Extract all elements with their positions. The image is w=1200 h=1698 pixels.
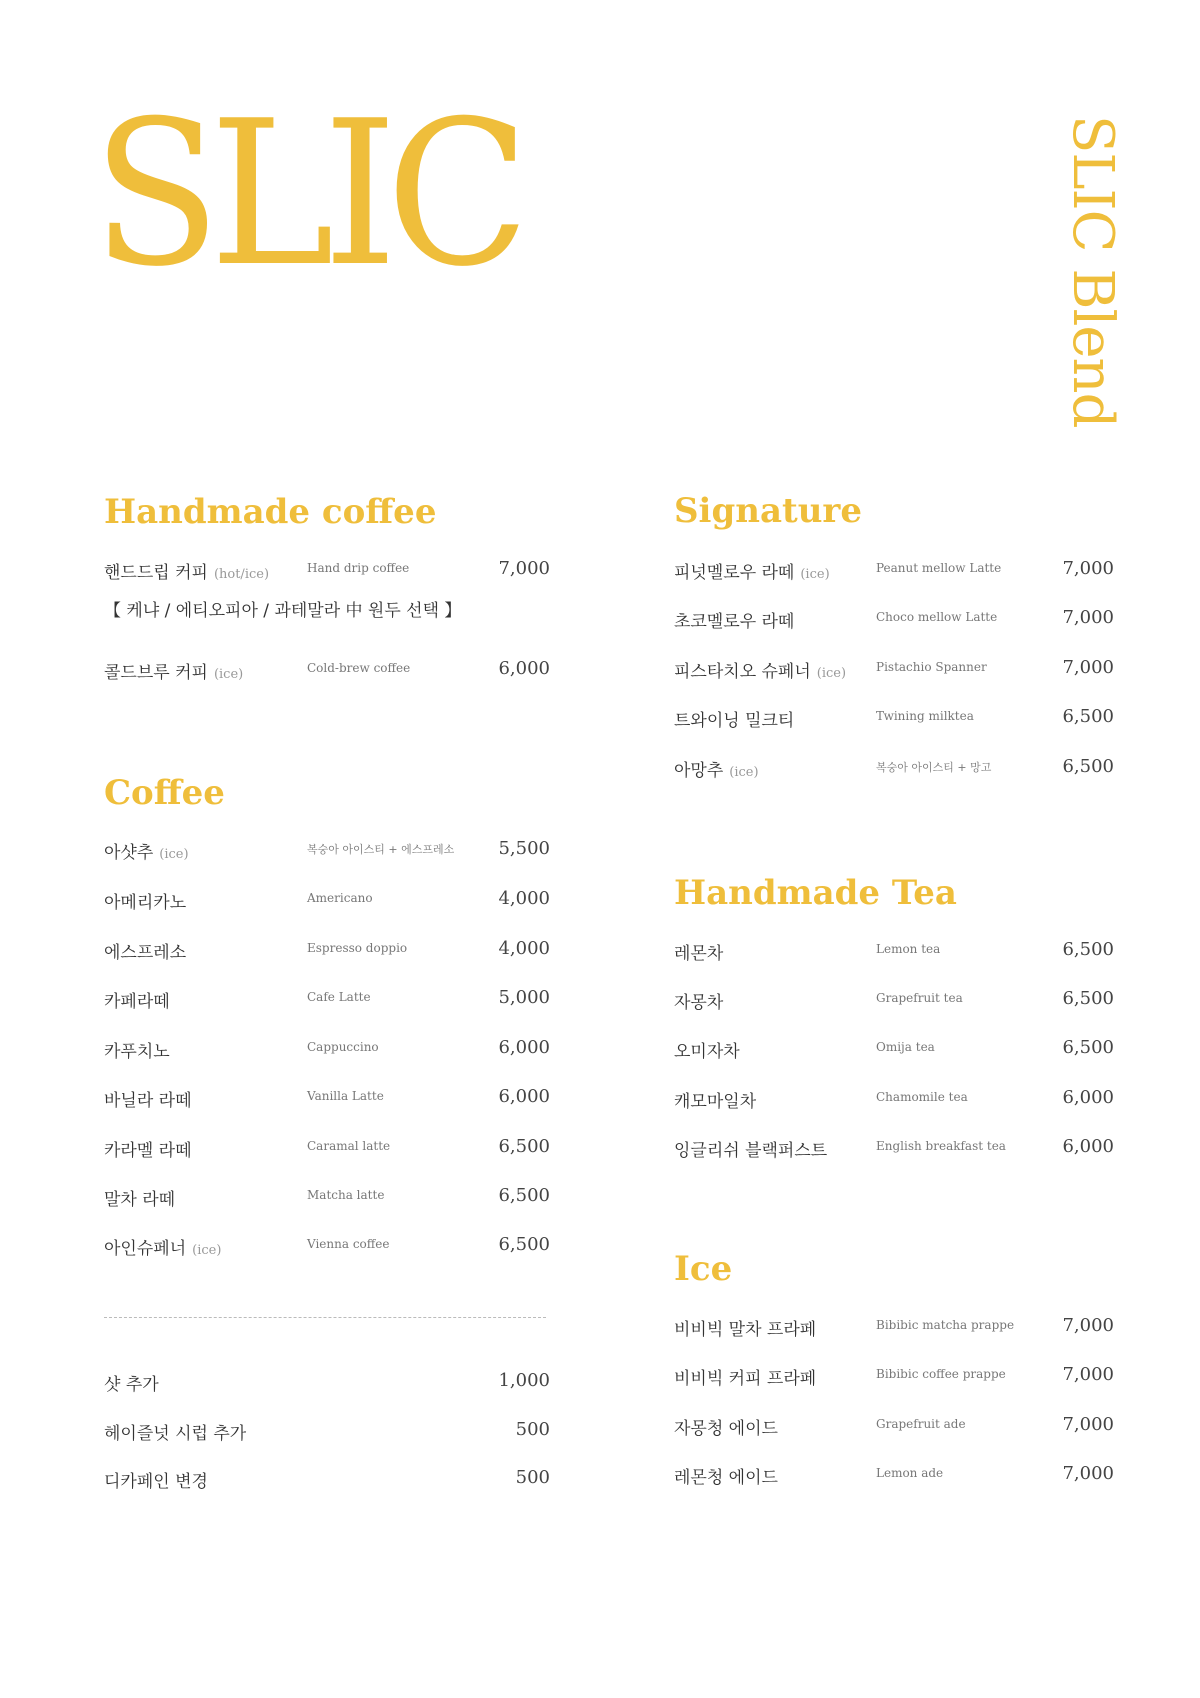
menu-item [104, 1037, 550, 1067]
bean-choice-note: 【 케냐 / 에티오피아 / 과테말라 中 원두 선택 】 [104, 601, 462, 621]
menu-item [104, 658, 550, 688]
item-english: Twining milktea [876, 709, 974, 723]
item-english: Bibibic matcha prappe [876, 1318, 1015, 1332]
section-title: Coffee [104, 773, 225, 813]
menu-item [104, 987, 550, 1017]
item-price: 7,000 [1062, 558, 1114, 579]
item-price: 6,000 [498, 658, 550, 679]
item-price: 4,000 [498, 888, 550, 909]
item-english: Caramal latte [307, 1139, 391, 1153]
item-english: Americano [307, 891, 373, 905]
menu-item [674, 939, 1120, 969]
item-name: 아인슈페너 (ice) [104, 1239, 222, 1259]
item-price: 6,500 [498, 1185, 550, 1206]
item-english: Vanilla Latte [307, 1089, 384, 1103]
menu-item [104, 938, 550, 968]
item-price: 500 [515, 1419, 550, 1440]
item-name: 핸드드립 커피 (hot/ice) [104, 563, 270, 583]
item-english: Hand drip coffee [307, 561, 410, 575]
item-name: 콜드브루 커피 (ice) [104, 663, 244, 683]
section-handmade-coffee [104, 492, 550, 683]
item-price: 1,000 [498, 1370, 550, 1391]
item-name: 레몬차 [674, 944, 724, 964]
item-name: 피스타치오 슈페너 (ice) [674, 662, 847, 682]
item-name: 에스프레소 [104, 943, 187, 963]
item-note: (ice) [800, 567, 830, 582]
item-name: 샷 추가 [104, 1375, 159, 1395]
item-note: (ice) [816, 666, 847, 681]
item-price: 7,000 [1062, 1463, 1114, 1484]
item-name: 잉글리쉬 블랙퍼스트 [674, 1141, 828, 1161]
menu-item [674, 1136, 1120, 1166]
item-english: Cappuccino [307, 1040, 379, 1054]
item-english: Chamomile tea [876, 1090, 968, 1104]
item-name: 트와이닝 밀크티 [674, 711, 795, 731]
menu-item [674, 1315, 1120, 1345]
menu-item [104, 1136, 550, 1166]
item-english: Vienna coffee [307, 1237, 390, 1251]
item-price: 7,000 [1062, 1414, 1114, 1435]
item-english: Cold-brew coffee [307, 661, 411, 675]
item-price: 6,500 [1062, 988, 1114, 1009]
menu-item [674, 706, 1120, 736]
item-note: (ice) [729, 765, 759, 780]
item-english: Choco mellow Latte [876, 610, 998, 624]
item-name: 아샷추 (ice) [104, 843, 189, 863]
menu-item [674, 1087, 1120, 1117]
item-price: 7,000 [1062, 657, 1114, 678]
divider [104, 1317, 546, 1318]
item-english: Grapefruit ade [876, 1417, 966, 1431]
menu-item [674, 756, 1120, 786]
item-price: 6,500 [1062, 1037, 1114, 1058]
item-price: 4,000 [498, 938, 550, 959]
item-price: 6,000 [1062, 1136, 1114, 1157]
extra-item [104, 1370, 550, 1400]
menu-item [674, 988, 1120, 1018]
section-title: Handmade Tea [674, 873, 957, 913]
item-name: 카라멜 라떼 [104, 1141, 192, 1161]
menu-item [674, 1037, 1120, 1067]
section-ice [674, 1249, 1120, 1488]
item-price: 7,000 [1062, 1364, 1114, 1385]
item-note: (hot/ice) [213, 567, 270, 582]
menu-item [674, 1364, 1120, 1394]
item-english: Cafe Latte [307, 990, 371, 1004]
item-name: 말차 라떼 [104, 1190, 176, 1210]
item-english: Matcha latte [307, 1188, 385, 1202]
item-price: 6,000 [498, 1037, 550, 1058]
menu-item [104, 838, 550, 868]
item-name: 초코멜로우 라떼 [674, 612, 795, 632]
item-price: 5,500 [498, 838, 550, 859]
item-name: 아망추 (ice) [674, 761, 759, 781]
item-price: 7,000 [1062, 1315, 1114, 1336]
blend-subtitle: SLIC Blend [1060, 115, 1125, 428]
item-name: 레몬청 에이드 [674, 1468, 778, 1488]
item-english: Pistachio Spanner [876, 660, 987, 674]
item-name: 캐모마일차 [674, 1092, 757, 1112]
item-note: (ice) [159, 847, 189, 862]
section-extras [104, 1370, 550, 1490]
section-handmade-tea [674, 873, 1120, 1161]
item-price: 6,000 [1062, 1087, 1114, 1108]
section-signature [674, 491, 1120, 794]
item-name: 헤이즐넛 시럽 추가 [104, 1424, 247, 1444]
item-name: 자몽청 에이드 [674, 1419, 778, 1439]
item-price: 6,500 [1062, 756, 1114, 777]
item-english: Grapefruit tea [876, 991, 963, 1005]
menu-item [104, 1185, 550, 1215]
item-name: 비비빅 커피 프라페 [674, 1369, 817, 1389]
item-english: 복숭아 아이스티 + 망고 [876, 761, 992, 774]
item-price: 6,500 [498, 1136, 550, 1157]
item-name: 피넛멜로우 라떼 (ice) [674, 563, 830, 583]
item-name: 아메리카노 [104, 893, 187, 913]
item-english: English breakfast tea [876, 1139, 1006, 1153]
menu-item [104, 558, 550, 588]
item-name: 바닐라 라떼 [104, 1091, 192, 1111]
menu-item [674, 657, 1120, 687]
item-price: 6,500 [498, 1234, 550, 1255]
menu-item [104, 888, 550, 918]
item-english: Omija tea [876, 1040, 935, 1054]
item-note: (ice) [192, 1243, 222, 1258]
item-english: Espresso doppio [307, 941, 408, 955]
menu-item [104, 1234, 550, 1264]
extra-item [104, 1419, 550, 1449]
item-price: 5,000 [498, 987, 550, 1008]
brand-logo: SLIC [92, 78, 519, 311]
item-english: Lemon tea [876, 942, 941, 956]
item-english: 복숭아 아이스티 + 에스프레소 [307, 843, 455, 856]
menu-item [104, 1086, 550, 1116]
item-price: 500 [515, 1467, 550, 1488]
menu-item [674, 558, 1120, 588]
item-name: 비비빅 말차 프라페 [674, 1320, 817, 1340]
item-english: Peanut mellow Latte [876, 561, 1002, 575]
item-price: 6,000 [498, 1086, 550, 1107]
item-english: Bibibic coffee prappe [876, 1367, 1006, 1381]
item-name: 디카페인 변경 [104, 1472, 208, 1492]
menu-item [674, 1414, 1120, 1444]
menu-item [674, 607, 1120, 637]
item-price: 6,500 [1062, 706, 1114, 727]
item-name: 카페라떼 [104, 992, 170, 1012]
item-english: Lemon ade [876, 1466, 944, 1480]
menu-item [674, 1463, 1120, 1493]
item-price: 7,000 [498, 558, 550, 579]
item-note: (ice) [213, 667, 244, 682]
item-price: 7,000 [1062, 607, 1114, 628]
section-title: Ice [674, 1249, 733, 1289]
item-name: 카푸치노 [104, 1042, 170, 1062]
item-name: 자몽차 [674, 993, 724, 1013]
section-title: Signature [674, 491, 862, 531]
section-title: Handmade coffee [104, 492, 437, 532]
item-price: 6,500 [1062, 939, 1114, 960]
item-name: 오미자차 [674, 1042, 740, 1062]
section-coffee [104, 773, 550, 1259]
extra-item [104, 1467, 550, 1497]
